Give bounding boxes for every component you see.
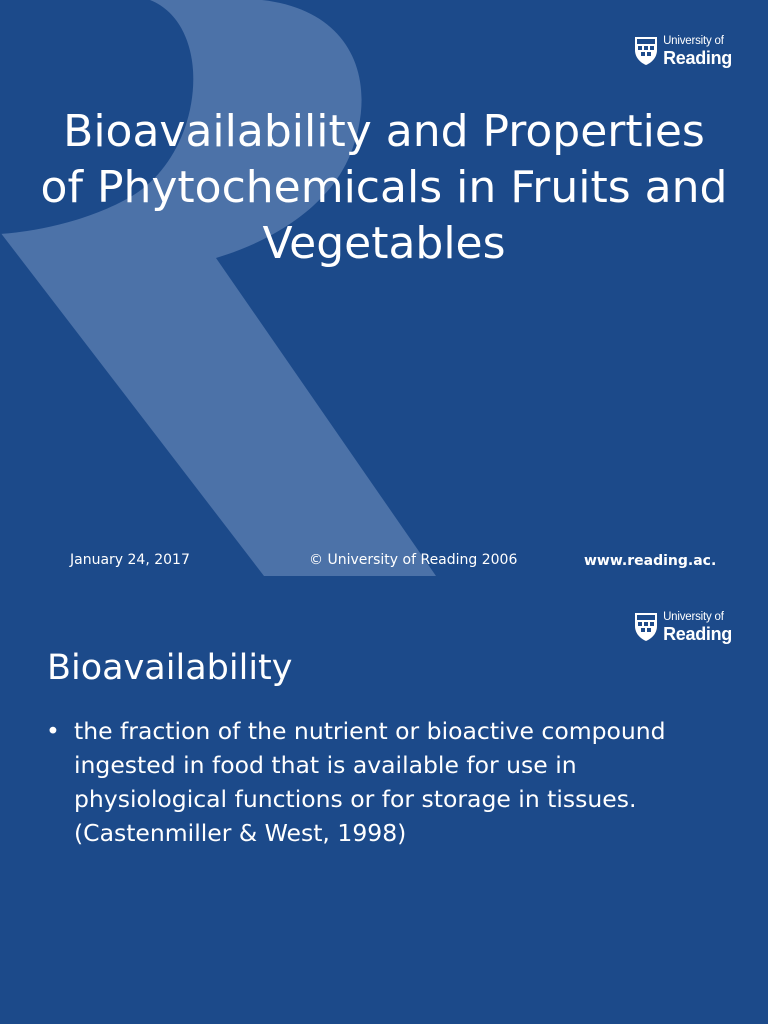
crest-icon — [634, 36, 658, 66]
footer-copyright: © University of Reading 2006 — [309, 552, 518, 568]
footer-date: January 24, 2017 — [70, 552, 190, 568]
slide-title: Bioavailability and Properties of Phytochemicals in Fruits and Vegetables — [40, 106, 728, 269]
bullet-item — [46, 714, 736, 850]
logo-line-2: Reading — [663, 47, 732, 68]
logo-line-1: University of — [663, 611, 724, 623]
slide-2 — [0, 576, 768, 1024]
footer-website: www.reading.ac. — [584, 553, 717, 569]
university-logo-2 — [634, 612, 732, 643]
slide-footer — [0, 552, 768, 576]
bullet-marker: • — [46, 717, 60, 745]
bullet-text: the fraction of the nutrient or bioactive compound ingested in food that is available for use in physiological functions or for storage in tissues. (Castenmiller & West, 1998) — [74, 717, 666, 847]
slide-heading: Bioavailability — [47, 648, 293, 688]
logo-line-1: University of — [663, 35, 724, 47]
bullet-list — [46, 714, 736, 850]
logo-line-2: Reading — [663, 623, 732, 644]
r-watermark — [0, 0, 460, 576]
university-logo — [634, 36, 732, 67]
crest-icon — [634, 612, 658, 642]
